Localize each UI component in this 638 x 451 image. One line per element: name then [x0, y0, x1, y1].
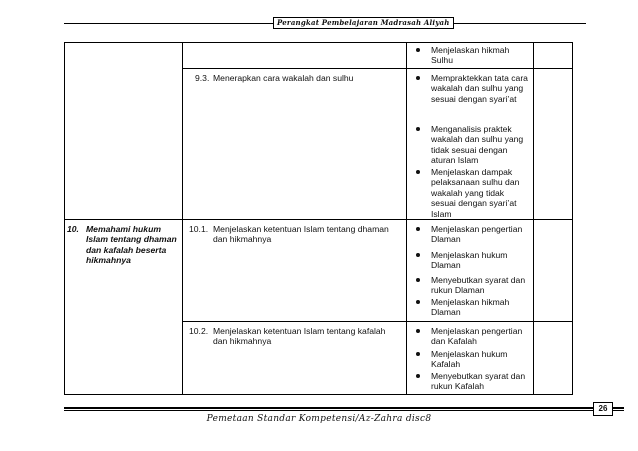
- indicator-item: Menjelaskan hukum Kafalah: [416, 349, 533, 370]
- competency-table: [64, 42, 573, 395]
- indicator-item: Mempraktekkan tata cara wakalah dan sulhu yang sesuai dengan syari’at: [416, 73, 528, 104]
- bullet-icon: [416, 127, 420, 131]
- indicator-item: Menjelaskan pengertian Dlaman: [416, 224, 533, 245]
- bullet-icon: [416, 300, 420, 304]
- row-divider-3: [182, 321, 572, 322]
- bullet-icon: [416, 278, 420, 282]
- bullet-icon: [416, 227, 420, 231]
- sk-text: Memahami hukum Islam tentang dhaman dan kafalah beserta hikmahnya: [86, 224, 177, 266]
- bullet-icon: [416, 48, 420, 52]
- kd-number: 10.2.: [189, 326, 209, 336]
- kd-cell: [189, 326, 401, 347]
- indicator-item: Menjelaskan pengertian dan Kafalah: [416, 326, 533, 347]
- indicator-item: Menjelaskan hukum Dlaman: [416, 250, 533, 271]
- indicator-item: Menjelaskan hikmah Sulhu: [416, 45, 531, 66]
- kd-text: Menerapkan cara wakalah dan sulhu: [213, 73, 354, 83]
- indicator-item: Menyebutkan syarat dan rukun Dlaman: [416, 275, 533, 296]
- footer-title: Pemetaan Standar Kompetensi/Az-Zahra disc8: [206, 414, 432, 424]
- kd-cell: [189, 224, 401, 245]
- kd-cell: [195, 73, 400, 83]
- bullet-icon: [416, 329, 420, 333]
- page-number: 26: [593, 402, 613, 416]
- indicator-item: Menganalisis praktek wakalah dan sulhu yang tidak sesuai dengan aturan Islam: [416, 124, 528, 166]
- indicator-item: Menyebutkan syarat dan rukun Kafalah: [416, 371, 533, 392]
- indicator-item: Menjelaskan dampak pelaksanaan sulhu dan wakalah yang tidak sesuai dengan syari’at Islam: [416, 167, 528, 219]
- indicator-item: Menjelaskan hikmah Dlaman: [416, 297, 533, 318]
- kd-text: Menjelaskan ketentuan Islam tentang dhaman dan hikmahnya: [213, 224, 389, 245]
- kd-number: 10.1.: [189, 224, 209, 234]
- kd-text: Menjelaskan ketentuan Islam tentang kafalah dan hikmahnya: [213, 326, 386, 347]
- bullet-icon: [416, 76, 420, 80]
- row-divider-2: [65, 219, 572, 220]
- bullet-icon: [416, 374, 420, 378]
- bullet-icon: [416, 253, 420, 257]
- row-divider-1: [182, 68, 572, 69]
- sk-cell: [67, 224, 177, 266]
- kd-number: 9.3.: [195, 73, 210, 83]
- sk-number: 10.: [67, 224, 79, 234]
- bullet-icon: [416, 170, 420, 174]
- footer-rule-thin: [64, 410, 624, 411]
- bullet-icon: [416, 352, 420, 356]
- footer-rule: [64, 407, 624, 409]
- header-title: Perangkat Pembelajaran Madrasah Aliyah: [273, 17, 454, 29]
